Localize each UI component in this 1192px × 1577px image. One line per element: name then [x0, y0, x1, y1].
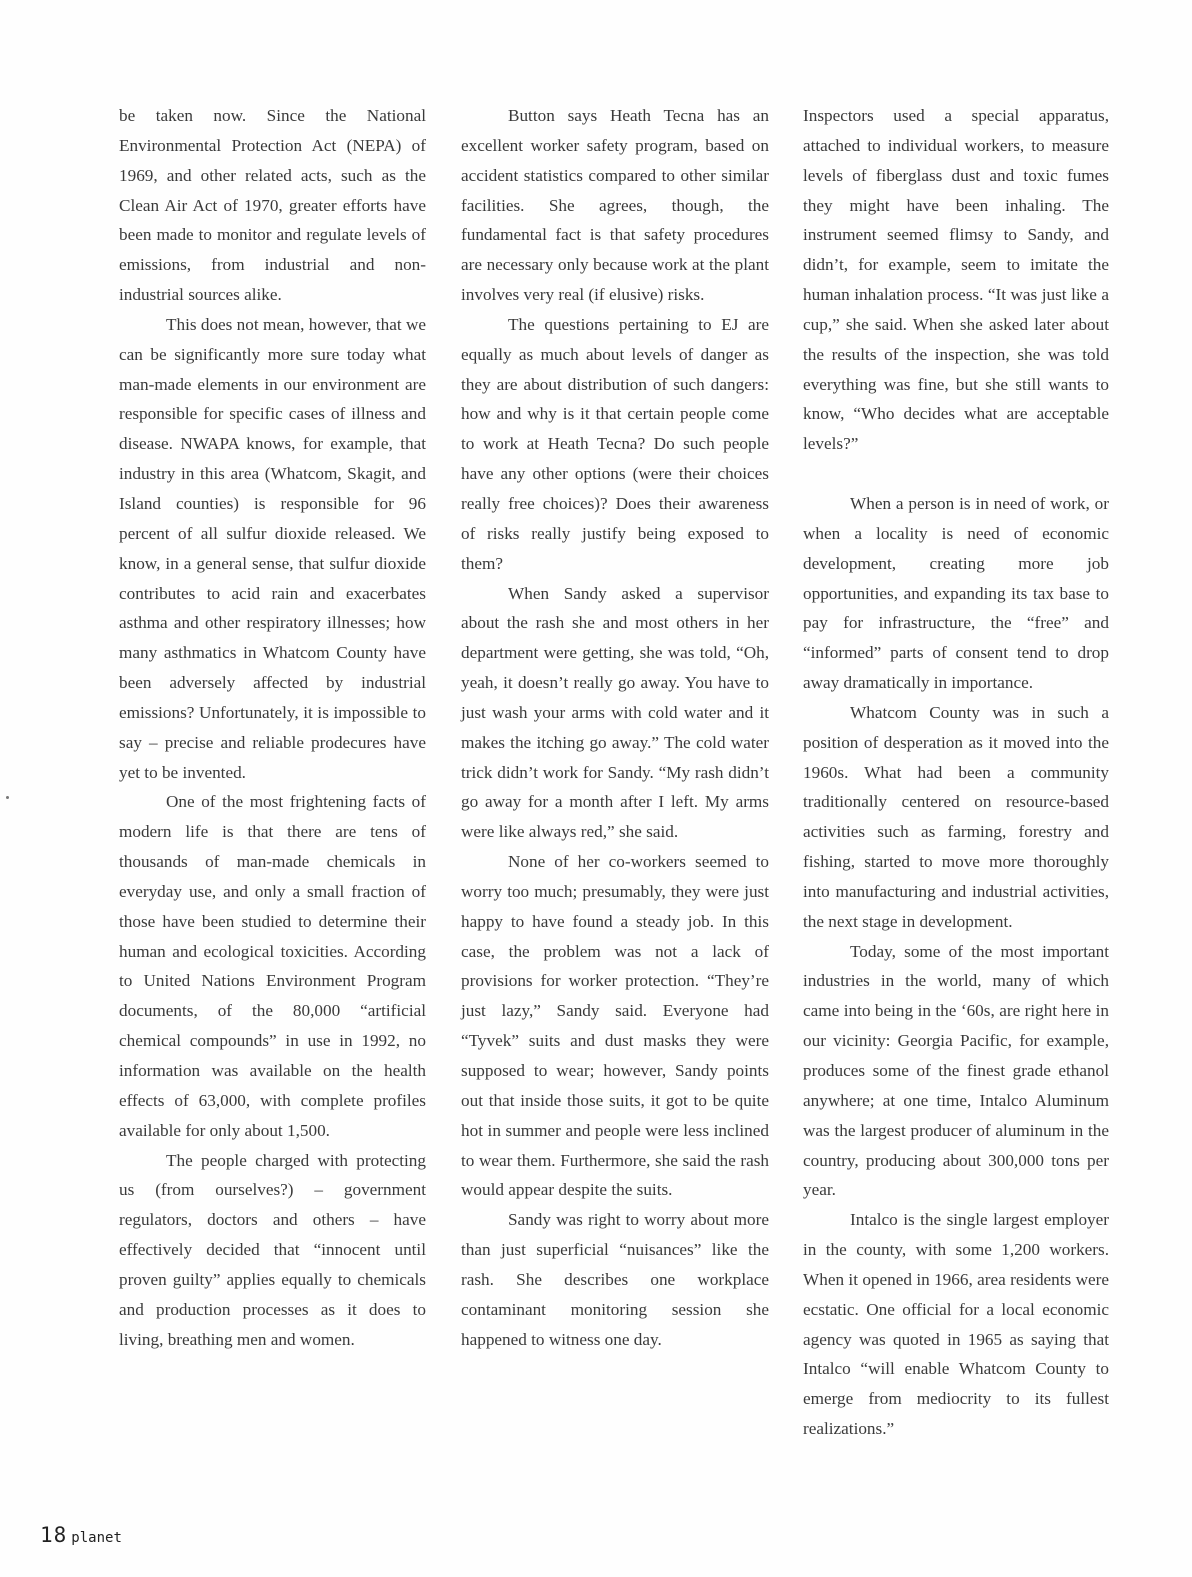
paragraph: Today, some of the most important industries in the world, many of which came into being in the ‘60s, are right here in our vicinity: Georgia Pacific, for example, produces some of the finest grade ethanol anywhere; at one time, Intalco Aluminum was the largest producer of aluminum in the country, producing about 300,000 tons per year. [803, 941, 1109, 1200]
page-footer [40, 1523, 122, 1547]
page-number: 18 [40, 1523, 68, 1547]
paragraph: This does not mean, however, that we can be significantly more sure today what man-made elements in our environment are responsible for specific cases of illness and disease. NWAPA knows, for example, that industry in this area (Whatcom, Skagit, and Island counties) is responsible for 96 percent of all sulfur dioxide released. We know, in a general sense, that sulfur dioxide contributes to acid rain and exacerbates asthma and other respiratory illnesses; how many asthmatics in Whatcom County have been adversely affected by industrial emissions? Unfortunately, it is impossible to say – precise and reliable prodecures have yet to be invented. [119, 314, 426, 782]
scan-mark [6, 796, 9, 799]
paragraph: Inspectors used a special apparatus, attached to individual workers, to measure levels of fiberglass dust and toxic fumes they might have been inhaling. The instrument seemed flimsy to Sandy, and didn’t, for example, seem to imitate the human inhalation process. “It was just like a cup,” she said. When she asked later about the results of the inspection, she was told everything was fine, but she still wants to know, “Who decides what are acceptable levels?” [803, 106, 1109, 454]
paragraph: be taken now. Since the National Environmental Protection Act (NEPA) of 1969, and other related acts, such as the Clean Air Act of 1970, greater efforts have been made to monitor and regulate levels of emissions, from industrial and non-industrial sources alike. [119, 106, 426, 305]
magazine-name: planet [71, 1530, 122, 1546]
paragraph: None of her co-workers seemed to worry too much; presumably, they were just happy to have found a steady job. In this case, the problem was not a lack of provisions for worker protection. “They’re just lazy,” Sandy said. Everyone had “Tyvek” suits and dust masks they were supposed to wear; however, Sandy points out that inside those suits, it got to be quite hot in summer and people were less inclined to wear them. Furthermore, she said the rash would appear despite the suits. [461, 852, 769, 1200]
article-column-1 [119, 101, 426, 1354]
paragraph: Intalco is the single largest employer in the county, with some 1,200 workers. When it opened in 1966, area residents were ecstatic. One official for a local economic agency was quoted in 1965 as saying that Intalco “will enable Whatcom County to emerge from mediocrity to its fullest realizations.” [803, 1210, 1109, 1439]
paragraph: Whatcom County was in such a position of desperation as it moved into the 1960s. What had been a community traditionally centered on resource-based activities such as farming, forestry and fishing, started to move more thoroughly into manufacturing and industrial activities, the next stage in development. [803, 702, 1109, 931]
paragraph: Sandy was right to worry about more than just superficial “nuisances” like the rash. She describes one workplace contaminant monitoring session she happened to witness one day. [461, 1210, 769, 1349]
paragraph: The questions pertaining to EJ are equally as much about levels of danger as they are about distribution of such dangers: how and why is it that certain people come to work at Heath Tecna? Do such people have any other options (were their choices really free choices)? Does their awareness of risks really justify being exposed to them? [461, 314, 769, 573]
article-column-2 [461, 101, 769, 1354]
paragraph: When Sandy asked a supervisor about the rash she and most others in her department were getting, she was told, “Oh, yeah, it doesn’t really go away. You have to just wash your arms with cold water and it makes the itching go away.” The cold water trick didn’t work for Sandy. “My rash didn’t go away for a month after I left. My arms were like always red,” she said. [461, 583, 769, 842]
paragraph: The people charged with protecting us (from ourselves?) – government regulators, doctors and others – have effectively decided that “innocent until proven guilty” applies equally to chemicals and production processes as it does to living, breathing men and women. [119, 1150, 426, 1349]
article-column-3 [803, 101, 1109, 1444]
paragraph: When a person is in need of work, or when a locality is need of economic development, creating more job opportunities, and expanding its tax base to pay for infrastructure, the “free” and “informed” parts of consent tend to drop away dramatically in importance. [803, 493, 1109, 693]
paragraph: One of the most frightening facts of modern life is that there are tens of thousands of man-made chemicals in everyday use, and only a small fraction of those have been studied to determine their human and ecological toxicities. According to United Nations Environment Program documents, of the 80,000 “artificial chemical compounds” in use in 1992, no information was available on the health effects of 63,000, with complete profiles available for only about 1,500. [119, 792, 426, 1140]
paragraph: Button says Heath Tecna has an excellent worker safety program, based on accident statistics compared to other similar facilities. She agrees, though, the fundamental fact is that safety procedures are necessary only because work at the plant involves very real (if elusive) risks. [461, 106, 769, 305]
